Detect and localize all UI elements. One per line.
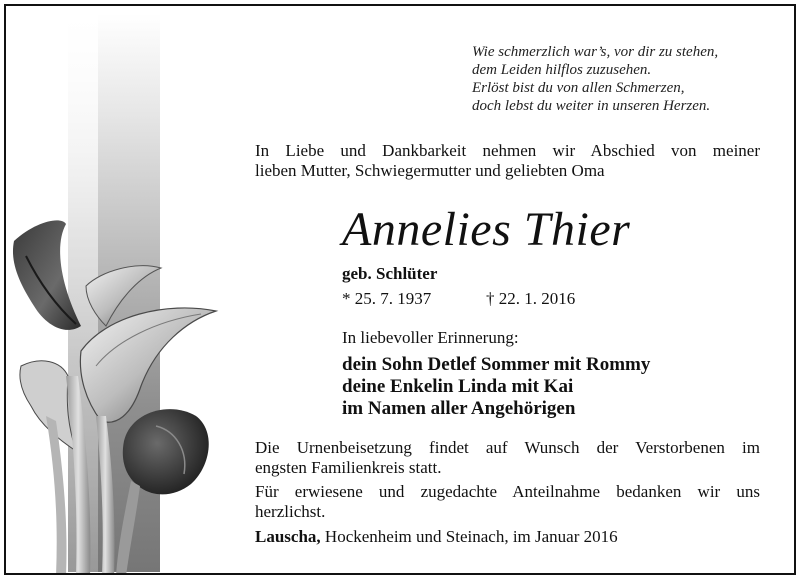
birth-date: * 25. 7. 1937 — [342, 289, 432, 308]
farewell-intro — [255, 141, 760, 181]
family-line: deine Enkelin Linda mit Kai — [342, 376, 574, 397]
death-date: † 22. 1. 2016 — [486, 289, 576, 308]
deceased-name: Annelies Thier — [342, 203, 631, 256]
family-line: dein Sohn Detlef Sommer mit Rommy — [342, 354, 651, 375]
signature-rest: Hockenheim und Steinach, im Januar 2016 — [320, 527, 618, 546]
calla-lily-illustration — [6, 216, 236, 575]
memory-heading: In liebevoller Erinnerung: — [342, 328, 519, 347]
family-list — [342, 354, 650, 420]
intro-line: In Liebe und Dankbarkeit nehmen wir Abschied von meiner — [255, 141, 760, 160]
thanks-line: Für erwiesene und zugedachte Anteilnahme bedanken wir uns — [255, 482, 760, 501]
thanks-notice — [255, 482, 760, 522]
thanks-line: herzlichst. — [255, 502, 326, 521]
maiden-name: geb. Schlüter — [342, 264, 438, 283]
signature-line — [255, 527, 618, 547]
poem-line: dem Leiden hilflos zuzusehen. — [472, 62, 652, 78]
family-line: im Namen aller Angehörigen — [342, 398, 576, 419]
poem-line: Erlöst bist du von allen Schmerzen, — [472, 80, 685, 96]
signature-place: Lauscha, — [255, 527, 321, 546]
funeral-line: Die Urnenbeisetzung findet auf Wunsch der Verstorbenen im — [255, 438, 760, 457]
memorial-poem — [472, 43, 772, 115]
funeral-notice — [255, 438, 760, 478]
funeral-line: engsten Familienkreis statt. — [255, 458, 442, 477]
obituary-frame — [4, 4, 796, 575]
poem-line: Wie schmerzlich war’s, vor dir zu stehen, — [472, 44, 719, 60]
intro-line: lieben Mutter, Schwiegermutter und geliebten Oma — [255, 161, 605, 180]
poem-line: doch lebst du weiter in unseren Herzen. — [472, 98, 711, 114]
life-dates — [342, 289, 576, 309]
